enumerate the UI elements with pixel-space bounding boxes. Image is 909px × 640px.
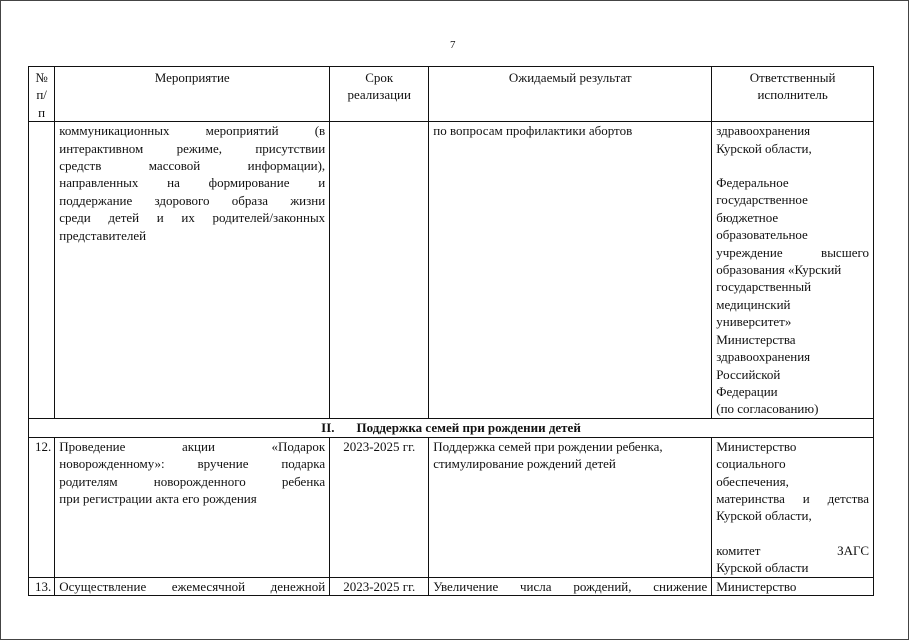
table-row-continued [29, 122, 874, 419]
section-name: Поддержка семей при рождении детей [356, 419, 581, 435]
header-num: № п/п [29, 67, 55, 122]
row-num-cell: 12. [29, 437, 55, 577]
result-cell: Увеличение числа рождений, снижение [429, 577, 712, 595]
term-cell [330, 122, 429, 419]
result-cell: по вопросам профилактики абортов [429, 122, 712, 419]
section-header-row [29, 418, 874, 437]
term-cell: 2023-2025 гг. [330, 437, 429, 577]
responsible-cell: Министерство социального обеспечения, материнства и детства Курской области, комитет ЗАГС Курской области [712, 437, 874, 577]
table-header-row [29, 67, 874, 122]
row-num-cell: 13. [29, 577, 55, 595]
row-num-cell [29, 122, 55, 419]
section-title [29, 418, 874, 437]
table-row-12 [29, 437, 874, 577]
section-number: II. [321, 419, 335, 435]
responsible-cell: здравоохранения Курской области, Федеральное государственное бюджетное образовательное учреждение высшего образования «Курский государственный медицинский университет» Министерства здравоохранения Российской Федерации (по согласованию) [712, 122, 874, 419]
table-row-13 [29, 577, 874, 595]
header-event: Мероприятие [55, 67, 330, 122]
event-cell: Осуществление ежемесячной денежной [55, 577, 330, 595]
event-cell: коммуникационных мероприятий (в интерактивном режиме, присутствии средств массовой информации), направленных на формирование и поддержание здорового образа жизни среди детей и их родителей/законных представителей [55, 122, 330, 419]
term-cell: 2023-2025 гг. [330, 577, 429, 595]
header-result: Ожидаемый результат [429, 67, 712, 122]
header-responsible: Ответственный исполнитель [712, 67, 874, 122]
result-cell: Поддержка семей при рождении ребенка, стимулирование рождений детей [429, 437, 712, 577]
action-plan-table [28, 66, 874, 596]
page-number: 7 [450, 39, 456, 51]
responsible-cell: Министерство [712, 577, 874, 595]
event-cell: Проведение акции «Подарок новорожденному»: вручение подарка родителям новорожденного ребенка при регистрации акта его рождения [55, 437, 330, 577]
header-term: Срок реализации [330, 67, 429, 122]
